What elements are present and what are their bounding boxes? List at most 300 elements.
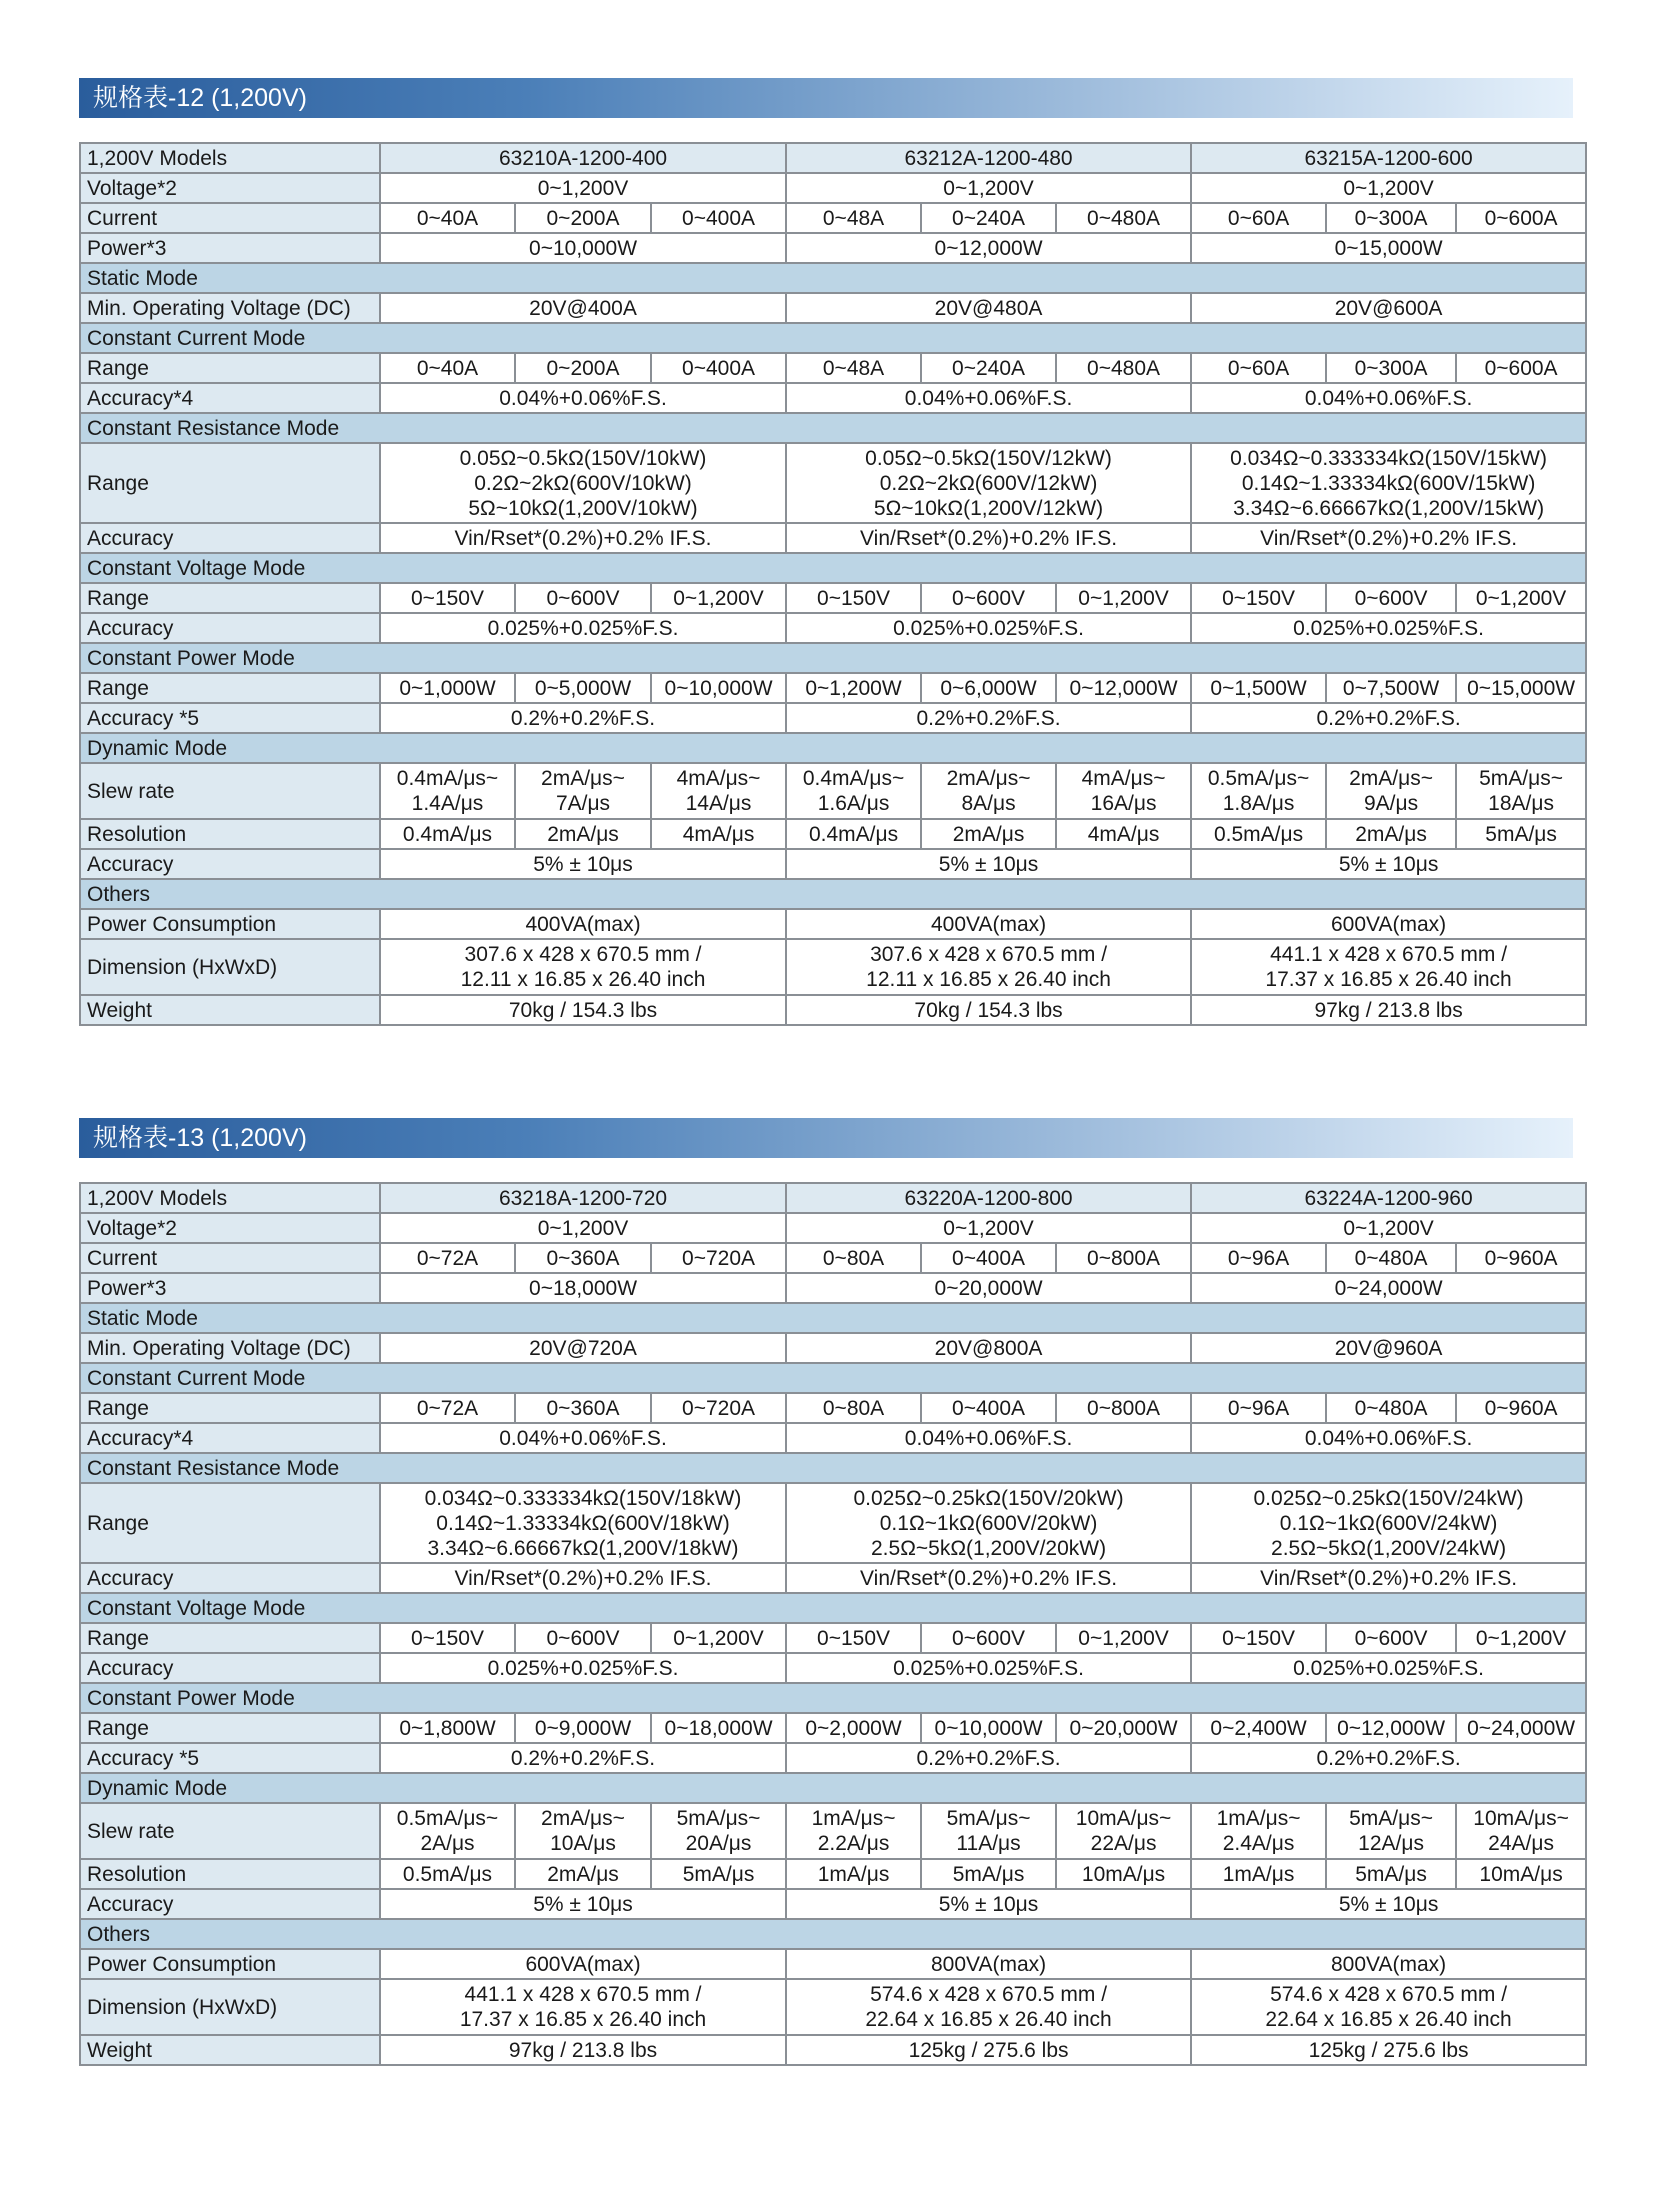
spec-value: 0~360A bbox=[515, 1393, 651, 1423]
spec-value: 0~1,200V bbox=[380, 1213, 786, 1243]
spec-value-line: 574.6 x 428 x 670.5 mm / bbox=[1270, 1983, 1508, 2006]
spec-value-line: 2.2A/μs bbox=[817, 1832, 890, 1855]
section-heading: Constant Resistance Mode bbox=[80, 1453, 1586, 1483]
row-label: Voltage*2 bbox=[80, 173, 380, 203]
row-label: Resolution bbox=[80, 1859, 380, 1889]
section-heading: Constant Voltage Mode bbox=[80, 1593, 1586, 1623]
table-row bbox=[80, 1713, 1586, 1743]
spec-section-13 bbox=[79, 1118, 1585, 2062]
spec-value-line: 0.14Ω~1.33334kΩ(600V/15kW) bbox=[1241, 471, 1536, 495]
spec-value-line: 0.5mA/μs~ bbox=[396, 1807, 499, 1830]
spec-value bbox=[1191, 1483, 1586, 1563]
spec-section-12 bbox=[79, 78, 1585, 1022]
spec-value: 0~800A bbox=[1056, 1243, 1191, 1273]
spec-value: 0~18,000W bbox=[651, 1713, 786, 1743]
model-name: 63224A-1200-960 bbox=[1191, 1183, 1586, 1213]
spec-value-line: 3.34Ω~6.66667kΩ(1,200V/15kW) bbox=[1233, 496, 1545, 520]
spec-value: 1mA/μs bbox=[1191, 1859, 1326, 1889]
section-title: 规格表-13 (1,200V) bbox=[79, 1118, 1573, 1158]
spec-value-line: 4mA/μs~ bbox=[1081, 767, 1166, 790]
spec-value bbox=[1191, 443, 1586, 523]
table-row bbox=[80, 1683, 1586, 1713]
spec-value: 20V@800A bbox=[786, 1333, 1191, 1363]
spec-value: 0~960A bbox=[1456, 1393, 1586, 1423]
spec-value: 0~600V bbox=[921, 583, 1056, 613]
spec-value-line: 22.64 x 16.85 x 26.40 inch bbox=[865, 2008, 1112, 2031]
spec-value: 0~7,500W bbox=[1326, 673, 1456, 703]
section-heading: Others bbox=[80, 879, 1586, 909]
spec-value-line: 0.1Ω~1kΩ(600V/24kW) bbox=[1279, 1511, 1498, 1535]
spec-value: 97kg / 213.8 lbs bbox=[1191, 995, 1586, 1025]
spec-value-line: 22.64 x 16.85 x 26.40 inch bbox=[1265, 2008, 1512, 2031]
spec-value: 20V@600A bbox=[1191, 293, 1586, 323]
spec-value: 0~12,000W bbox=[1326, 1713, 1456, 1743]
section-heading: Constant Resistance Mode bbox=[80, 413, 1586, 443]
spec-value-line: 307.6 x 428 x 670.5 mm / bbox=[870, 943, 1108, 966]
spec-value: 10mA/μs bbox=[1056, 1859, 1191, 1889]
spec-value: 5% ± 10μs bbox=[1191, 1889, 1586, 1919]
spec-value: 0.025%+0.025%F.S. bbox=[786, 613, 1191, 643]
spec-value: 0~600V bbox=[1326, 583, 1456, 613]
spec-value bbox=[651, 1803, 786, 1859]
spec-value: 5% ± 10μs bbox=[786, 849, 1191, 879]
spec-value: 400VA(max) bbox=[786, 909, 1191, 939]
spec-value: 0.04%+0.06%F.S. bbox=[380, 383, 786, 413]
row-label: Accuracy *5 bbox=[80, 703, 380, 733]
spec-value bbox=[786, 443, 1191, 523]
table-row bbox=[80, 413, 1586, 443]
table-row bbox=[80, 673, 1586, 703]
model-name: 63212A-1200-480 bbox=[786, 143, 1191, 173]
spec-value-line: 0.4mA/μs~ bbox=[396, 767, 499, 790]
spec-value: 0~1,200V bbox=[651, 1623, 786, 1653]
spec-value bbox=[515, 763, 651, 819]
spec-value: 0~150V bbox=[786, 583, 921, 613]
spec-value-line: 1.8A/μs bbox=[1222, 792, 1295, 815]
row-label: Accuracy bbox=[80, 849, 380, 879]
spec-value: 0~18,000W bbox=[380, 1273, 786, 1303]
spec-value: 0~1,500W bbox=[1191, 673, 1326, 703]
spec-value: 0~20,000W bbox=[1056, 1713, 1191, 1743]
spec-value: 0~1,000W bbox=[380, 673, 515, 703]
spec-value-line: 0.025Ω~0.25kΩ(150V/24kW) bbox=[1253, 1486, 1524, 1510]
table-row bbox=[80, 1273, 1586, 1303]
spec-value-line: 12.11 x 16.85 x 26.40 inch bbox=[460, 968, 706, 991]
table-row bbox=[80, 203, 1586, 233]
table-row bbox=[80, 323, 1586, 353]
spec-table bbox=[79, 1182, 1587, 2066]
spec-value-line: 0.4mA/μs~ bbox=[802, 767, 905, 790]
spec-value-line: 1.4A/μs bbox=[411, 792, 484, 815]
spec-value: 0~1,200V bbox=[1056, 1623, 1191, 1653]
row-label: Weight bbox=[80, 2035, 380, 2065]
spec-value: 0~600V bbox=[921, 1623, 1056, 1653]
spec-value-line: 0.2Ω~2kΩ(600V/12kW) bbox=[879, 471, 1098, 495]
spec-value: 0~800A bbox=[1056, 1393, 1191, 1423]
spec-value: 0~72A bbox=[380, 1243, 515, 1273]
spec-value: 0~10,000W bbox=[921, 1713, 1056, 1743]
table-row bbox=[80, 293, 1586, 323]
row-label: Slew rate bbox=[80, 1803, 380, 1859]
section-heading: Dynamic Mode bbox=[80, 733, 1586, 763]
spec-value bbox=[786, 1979, 1191, 2035]
section-heading: Others bbox=[80, 1919, 1586, 1949]
spec-value: 4mA/μs bbox=[651, 819, 786, 849]
spec-value-line: 0.5mA/μs~ bbox=[1207, 767, 1310, 790]
spec-value: 0.04%+0.06%F.S. bbox=[1191, 1423, 1586, 1453]
spec-value: 0.04%+0.06%F.S. bbox=[380, 1423, 786, 1453]
model-name: 63210A-1200-400 bbox=[380, 143, 786, 173]
row-label: Range bbox=[80, 443, 380, 523]
spec-value: 0~480A bbox=[1326, 1243, 1456, 1273]
table-row bbox=[80, 1393, 1586, 1423]
spec-value: 0.4mA/μs bbox=[786, 819, 921, 849]
table-row bbox=[80, 1213, 1586, 1243]
spec-value-line: 10A/μs bbox=[550, 1832, 616, 1855]
spec-value-line: 0.2Ω~2kΩ(600V/10kW) bbox=[474, 471, 692, 495]
spec-value: 5% ± 10μs bbox=[786, 1889, 1191, 1919]
spec-value: 5mA/μs bbox=[1326, 1859, 1456, 1889]
table-row bbox=[80, 1333, 1586, 1363]
spec-value: 0.04%+0.06%F.S. bbox=[1191, 383, 1586, 413]
spec-value: 5% ± 10μs bbox=[380, 849, 786, 879]
spec-value: 0.2%+0.2%F.S. bbox=[1191, 703, 1586, 733]
row-label: Accuracy bbox=[80, 613, 380, 643]
spec-value-line: 5mA/μs~ bbox=[676, 1807, 761, 1830]
spec-value: 0.2%+0.2%F.S. bbox=[380, 1743, 786, 1773]
table-row bbox=[80, 233, 1586, 263]
spec-table bbox=[79, 142, 1587, 1026]
table-row bbox=[80, 383, 1586, 413]
row-label: Min. Operating Voltage (DC) bbox=[80, 293, 380, 323]
table-row bbox=[80, 939, 1586, 995]
model-name: 63218A-1200-720 bbox=[380, 1183, 786, 1213]
model-name: 63215A-1200-600 bbox=[1191, 143, 1586, 173]
spec-value: 5% ± 10μs bbox=[1191, 849, 1586, 879]
table-row bbox=[80, 909, 1586, 939]
spec-value: 0~480A bbox=[1326, 1393, 1456, 1423]
table-row bbox=[80, 1363, 1586, 1393]
row-label: Weight bbox=[80, 995, 380, 1025]
spec-value: 0~150V bbox=[380, 1623, 515, 1653]
table-row bbox=[80, 353, 1586, 383]
table-row bbox=[80, 143, 1586, 173]
row-label: Range bbox=[80, 583, 380, 613]
section-heading: Constant Current Mode bbox=[80, 323, 1586, 353]
spec-value: 0~1,200V bbox=[380, 173, 786, 203]
spec-value: 0~150V bbox=[786, 1623, 921, 1653]
table-row bbox=[80, 733, 1586, 763]
row-label: Resolution bbox=[80, 819, 380, 849]
spec-value bbox=[1456, 1803, 1586, 1859]
spec-value: 0~400A bbox=[921, 1243, 1056, 1273]
table-row bbox=[80, 703, 1586, 733]
spec-value-line: 12.11 x 16.85 x 26.40 inch bbox=[866, 968, 1111, 991]
spec-value: 0.5mA/μs bbox=[380, 1859, 515, 1889]
spec-value: 0~150V bbox=[380, 583, 515, 613]
spec-value-line: 5Ω~10kΩ(1,200V/10kW) bbox=[468, 496, 698, 520]
table-row bbox=[80, 1919, 1586, 1949]
section-heading: Constant Voltage Mode bbox=[80, 553, 1586, 583]
spec-value: 0~360A bbox=[515, 1243, 651, 1273]
spec-value bbox=[786, 1803, 921, 1859]
spec-value: 0~400A bbox=[651, 353, 786, 383]
row-label: Accuracy*4 bbox=[80, 383, 380, 413]
spec-value-line: 17.37 x 16.85 x 26.40 inch bbox=[1265, 968, 1512, 991]
spec-value: 0~600V bbox=[1326, 1623, 1456, 1653]
spec-value bbox=[515, 1803, 651, 1859]
row-label: 1,200V Models bbox=[80, 1183, 380, 1213]
table-row bbox=[80, 523, 1586, 553]
table-row bbox=[80, 849, 1586, 879]
spec-value bbox=[786, 939, 1191, 995]
spec-value: Vin/Rset*(0.2%)+0.2% IF.S. bbox=[380, 523, 786, 553]
table-row bbox=[80, 1453, 1586, 1483]
spec-value: 0~240A bbox=[921, 203, 1056, 233]
spec-value: 0~48A bbox=[786, 203, 921, 233]
spec-value-line: 0.14Ω~1.33334kΩ(600V/18kW) bbox=[436, 1511, 730, 1535]
spec-value-line: 1mA/μs~ bbox=[811, 1807, 896, 1830]
spec-value-line: 18A/μs bbox=[1488, 792, 1554, 815]
spec-value: 0.04%+0.06%F.S. bbox=[786, 383, 1191, 413]
spec-value: 0~2,400W bbox=[1191, 1713, 1326, 1743]
spec-value: 0~150V bbox=[1191, 1623, 1326, 1653]
spec-value: 0~150V bbox=[1191, 583, 1326, 613]
spec-value: 20V@400A bbox=[380, 293, 786, 323]
spec-value-line: 8A/μs bbox=[961, 792, 1016, 815]
spec-value: 2mA/μs bbox=[921, 819, 1056, 849]
spec-value-line: 5Ω~10kΩ(1,200V/12kW) bbox=[873, 496, 1104, 520]
spec-value-line: 10mA/μs~ bbox=[1473, 1807, 1569, 1830]
table-row bbox=[80, 1593, 1586, 1623]
table-row bbox=[80, 1623, 1586, 1653]
spec-value: 70kg / 154.3 lbs bbox=[380, 995, 786, 1025]
spec-value: 0.2%+0.2%F.S. bbox=[380, 703, 786, 733]
table-row bbox=[80, 1949, 1586, 1979]
row-label: Current bbox=[80, 1243, 380, 1273]
spec-value: Vin/Rset*(0.2%)+0.2% IF.S. bbox=[786, 1563, 1191, 1593]
spec-value bbox=[380, 443, 786, 523]
spec-value-line: 2A/μs bbox=[420, 1832, 475, 1855]
spec-value: 125kg / 275.6 lbs bbox=[1191, 2035, 1586, 2065]
spec-value: 0.2%+0.2%F.S. bbox=[786, 1743, 1191, 1773]
spec-value-line: 574.6 x 428 x 670.5 mm / bbox=[870, 1983, 1108, 2006]
spec-value-line: 2.5Ω~5kΩ(1,200V/20kW) bbox=[871, 1536, 1107, 1560]
spec-value: 0~200A bbox=[515, 203, 651, 233]
spec-value: 0~720A bbox=[651, 1393, 786, 1423]
spec-value-line: 22A/μs bbox=[1090, 1832, 1157, 1855]
row-label: Power*3 bbox=[80, 1273, 380, 1303]
spec-value-line: 1.6A/μs bbox=[817, 792, 890, 815]
table-row bbox=[80, 1483, 1586, 1563]
spec-value-line: 2mA/μs~ bbox=[541, 767, 625, 790]
model-name: 63220A-1200-800 bbox=[786, 1183, 1191, 1213]
spec-value: 800VA(max) bbox=[786, 1949, 1191, 1979]
spec-value: 0~15,000W bbox=[1456, 673, 1586, 703]
spec-value: 0~400A bbox=[921, 1393, 1056, 1423]
spec-value-line: 2.5Ω~5kΩ(1,200V/24kW) bbox=[1271, 1536, 1507, 1560]
spec-value: Vin/Rset*(0.2%)+0.2% IF.S. bbox=[1191, 1563, 1586, 1593]
spec-value: 0~24,000W bbox=[1456, 1713, 1586, 1743]
section-heading: Static Mode bbox=[80, 1303, 1586, 1333]
spec-value-line: 12A/μs bbox=[1358, 1832, 1424, 1855]
table-row bbox=[80, 819, 1586, 849]
spec-value: 0~9,000W bbox=[515, 1713, 651, 1743]
spec-value: 0~600V bbox=[515, 1623, 651, 1653]
spec-value-line: 0.05Ω~0.5kΩ(150V/10kW) bbox=[459, 446, 707, 470]
spec-value-line: 0.034Ω~0.333334kΩ(150V/15kW) bbox=[1230, 446, 1547, 470]
row-label: Current bbox=[80, 203, 380, 233]
spec-value: 600VA(max) bbox=[1191, 909, 1586, 939]
spec-value: 0.04%+0.06%F.S. bbox=[786, 1423, 1191, 1453]
spec-value: 0~480A bbox=[1056, 203, 1191, 233]
spec-value bbox=[1191, 763, 1326, 819]
row-label: Range bbox=[80, 673, 380, 703]
spec-value: 0~10,000W bbox=[651, 673, 786, 703]
row-label: Accuracy bbox=[80, 523, 380, 553]
spec-value: 0.2%+0.2%F.S. bbox=[1191, 1743, 1586, 1773]
row-label: Dimension (HxWxD) bbox=[80, 1979, 380, 2035]
section-heading: Constant Power Mode bbox=[80, 1683, 1586, 1713]
spec-value bbox=[1191, 939, 1586, 995]
spec-value: 0~1,200V bbox=[1456, 583, 1586, 613]
table-row bbox=[80, 1859, 1586, 1889]
spec-value: 0.5mA/μs bbox=[1191, 819, 1326, 849]
spec-value: 0~1,200V bbox=[1191, 173, 1586, 203]
spec-value-line: 14A/μs bbox=[685, 792, 752, 815]
spec-value bbox=[786, 763, 921, 819]
spec-value: 5% ± 10μs bbox=[380, 1889, 786, 1919]
spec-value bbox=[380, 1803, 515, 1859]
spec-value: 0~96A bbox=[1191, 1243, 1326, 1273]
spec-value-line: 1mA/μs~ bbox=[1216, 1807, 1301, 1830]
spec-value: 0~960A bbox=[1456, 1243, 1586, 1273]
spec-value: 2mA/μs bbox=[515, 819, 651, 849]
table-row bbox=[80, 1979, 1586, 2035]
spec-value bbox=[1326, 1803, 1456, 1859]
table-row bbox=[80, 613, 1586, 643]
row-label: Range bbox=[80, 353, 380, 383]
row-label: Dimension (HxWxD) bbox=[80, 939, 380, 995]
spec-value-line: 10mA/μs~ bbox=[1075, 1807, 1172, 1830]
spec-value: 0~1,200V bbox=[1456, 1623, 1586, 1653]
section-title: 规格表-12 (1,200V) bbox=[79, 78, 1573, 118]
spec-value: 2mA/μs bbox=[1326, 819, 1456, 849]
spec-value-line: 17.37 x 16.85 x 26.40 inch bbox=[459, 2008, 707, 2031]
spec-value bbox=[380, 1979, 786, 2035]
table-row bbox=[80, 1889, 1586, 1919]
spec-value: 0~5,000W bbox=[515, 673, 651, 703]
table-row bbox=[80, 1183, 1586, 1213]
spec-value bbox=[921, 763, 1056, 819]
spec-value: 0~720A bbox=[651, 1243, 786, 1273]
spec-value: 97kg / 213.8 lbs bbox=[380, 2035, 786, 2065]
spec-value: 0.025%+0.025%F.S. bbox=[380, 613, 786, 643]
spec-value: 0~12,000W bbox=[1056, 673, 1191, 703]
spec-value: 0.025%+0.025%F.S. bbox=[380, 1653, 786, 1683]
spec-value-line: 2mA/μs~ bbox=[1349, 767, 1433, 790]
spec-value: 0~600A bbox=[1456, 353, 1586, 383]
spec-value bbox=[786, 1483, 1191, 1563]
row-label: Accuracy bbox=[80, 1563, 380, 1593]
spec-value bbox=[380, 763, 515, 819]
spec-value: 0~600V bbox=[515, 583, 651, 613]
spec-value-line: 2.4A/μs bbox=[1222, 1832, 1295, 1855]
table-row bbox=[80, 1243, 1586, 1273]
row-label: Accuracy*4 bbox=[80, 1423, 380, 1453]
spec-value bbox=[1456, 763, 1586, 819]
spec-value-line: 5mA/μs~ bbox=[1349, 1807, 1433, 1830]
table-row bbox=[80, 763, 1586, 819]
spec-value: 0~600A bbox=[1456, 203, 1586, 233]
spec-value: 0~2,000W bbox=[786, 1713, 921, 1743]
spec-value: 0~24,000W bbox=[1191, 1273, 1586, 1303]
spec-value: 125kg / 275.6 lbs bbox=[786, 2035, 1191, 2065]
spec-value: 0~72A bbox=[380, 1393, 515, 1423]
table-row bbox=[80, 1803, 1586, 1859]
row-label: Accuracy bbox=[80, 1653, 380, 1683]
spec-value-line: 24A/μs bbox=[1488, 1832, 1554, 1855]
spec-value: 0~12,000W bbox=[786, 233, 1191, 263]
spec-value: 5mA/μs bbox=[1456, 819, 1586, 849]
spec-value: 0~80A bbox=[786, 1393, 921, 1423]
row-label: Accuracy bbox=[80, 1889, 380, 1919]
spec-value bbox=[1191, 1979, 1586, 2035]
spec-value-line: 2mA/μs~ bbox=[946, 767, 1031, 790]
spec-value: 4mA/μs bbox=[1056, 819, 1191, 849]
spec-value: 20V@720A bbox=[380, 1333, 786, 1363]
spec-value-line: 20A/μs bbox=[685, 1832, 752, 1855]
spec-value: 0~15,000W bbox=[1191, 233, 1586, 263]
spec-value bbox=[921, 1803, 1056, 1859]
spec-value: 0.025%+0.025%F.S. bbox=[1191, 613, 1586, 643]
spec-value-line: 7A/μs bbox=[555, 792, 611, 815]
spec-value-line: 307.6 x 428 x 670.5 mm / bbox=[464, 943, 702, 966]
spec-value-line: 3.34Ω~6.66667kΩ(1,200V/18kW) bbox=[427, 1536, 739, 1560]
spec-value: 0.4mA/μs bbox=[380, 819, 515, 849]
row-label: Range bbox=[80, 1623, 380, 1653]
spec-value bbox=[380, 1483, 786, 1563]
spec-value-line: 5mA/μs~ bbox=[1479, 767, 1564, 790]
table-row bbox=[80, 1653, 1586, 1683]
spec-value: 0~96A bbox=[1191, 1393, 1326, 1423]
spec-value: 5mA/μs bbox=[651, 1859, 786, 1889]
spec-value: 0~480A bbox=[1056, 353, 1191, 383]
row-label: Accuracy *5 bbox=[80, 1743, 380, 1773]
row-label: Voltage*2 bbox=[80, 1213, 380, 1243]
spec-value: 0~60A bbox=[1191, 203, 1326, 233]
table-row bbox=[80, 443, 1586, 523]
section-heading: Constant Power Mode bbox=[80, 643, 1586, 673]
row-label: Range bbox=[80, 1483, 380, 1563]
spec-value: 0~80A bbox=[786, 1243, 921, 1273]
spec-value: 0~1,200V bbox=[1191, 1213, 1586, 1243]
spec-value: 5mA/μs bbox=[921, 1859, 1056, 1889]
section-heading: Static Mode bbox=[80, 263, 1586, 293]
spec-value: 0~200A bbox=[515, 353, 651, 383]
spec-value: 20V@960A bbox=[1191, 1333, 1586, 1363]
spec-value: 0.2%+0.2%F.S. bbox=[786, 703, 1191, 733]
table-row bbox=[80, 1303, 1586, 1333]
row-label: 1,200V Models bbox=[80, 143, 380, 173]
spec-value bbox=[1056, 763, 1191, 819]
spec-value: 70kg / 154.3 lbs bbox=[786, 995, 1191, 1025]
spec-value: 0~60A bbox=[1191, 353, 1326, 383]
spec-value: 800VA(max) bbox=[1191, 1949, 1586, 1979]
spec-value-line: 5mA/μs~ bbox=[946, 1807, 1031, 1830]
spec-value: 0~1,200W bbox=[786, 673, 921, 703]
spec-value-line: 0.1Ω~1kΩ(600V/20kW) bbox=[879, 1511, 1098, 1535]
